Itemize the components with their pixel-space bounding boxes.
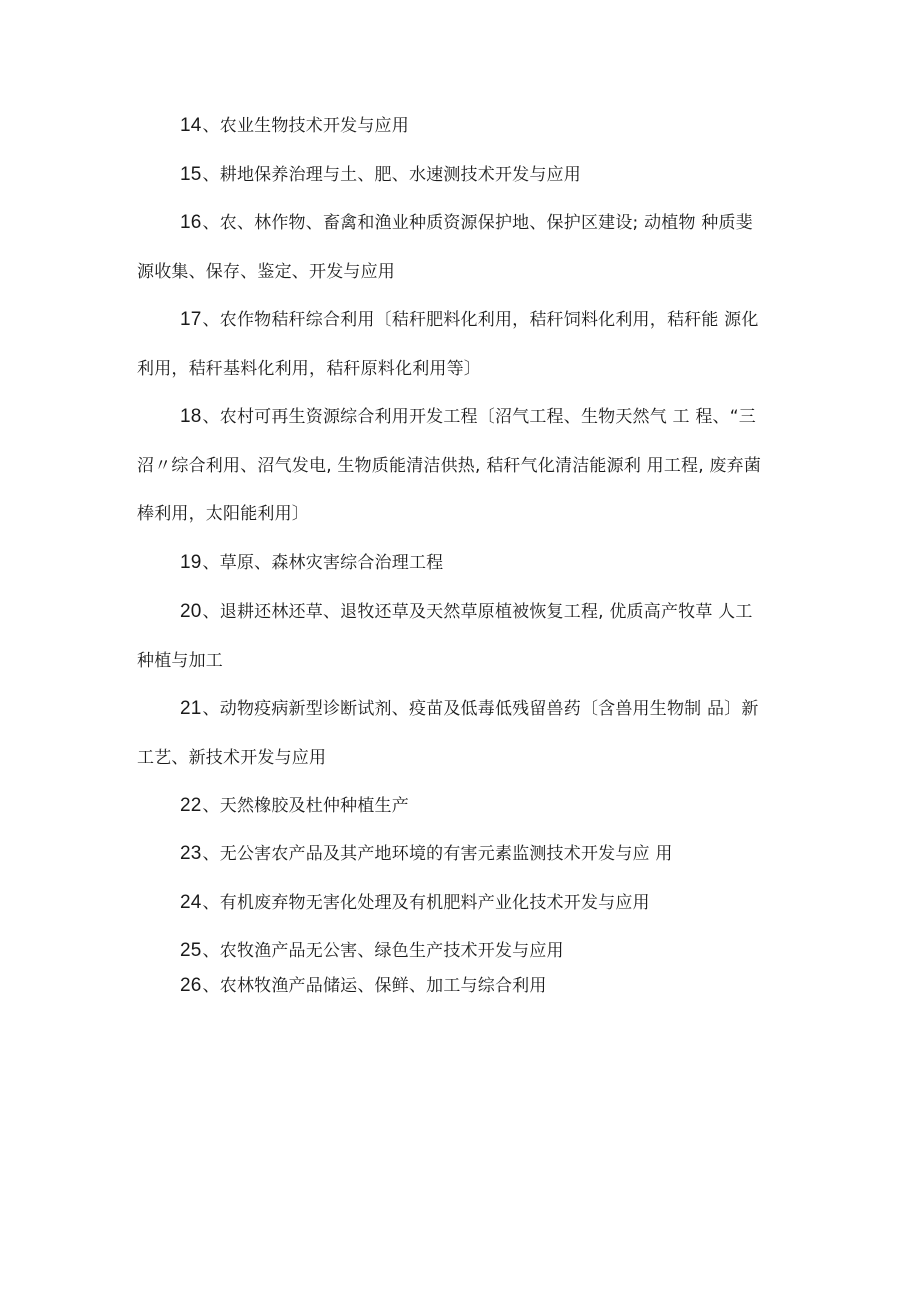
item-text: 、农、林作物、畜禽和渔业种质资源保护地、保护区建设; 动植物 种质斐 [202,213,753,233]
item-text: 、无公害农产品及其产地环境的有害元素监测技术开发与应 用 [202,844,673,864]
list-item-22 [137,782,798,831]
item-text: 、农村可再生资源综合利用开发工程〔沼气工程、生物天然气 工 程、“三 [202,407,756,427]
item-text: 、农作物秸秆综合利用〔秸秆肥料化利用，秸秆饲料化利用，秸秆能 源化 [202,310,759,330]
item-number: 16 [180,212,202,233]
item-number: 26 [180,975,202,996]
list-item-23 [137,830,798,879]
item-text: 、农牧渔产品无公害、绿色生产技术开发与应用 [202,941,564,961]
item-number: 24 [180,892,202,913]
item-number: 15 [180,164,202,185]
item-text-continued: 工艺、新技术开发与应用 [137,747,327,768]
item-number: 19 [180,552,202,573]
list-item-18 [137,393,798,539]
item-text: 、天然橡胶及杜仲种植生产 [202,796,409,816]
list-item-21 [137,685,798,782]
item-number: 23 [180,843,202,864]
list-item-24 [137,879,798,928]
item-text: 、动物疫病新型诊断试剂、疫苗及低毒低残留兽药〔含兽用生物制 品〕新 [202,699,759,719]
item-text: 、农林牧渔产品储运、保鲜、加工与综合利用 [202,976,547,996]
item-text: 、农业生物技术开发与应用 [202,116,409,136]
item-number: 14 [180,115,202,136]
item-text: 、有机废弃物无害化处理及有机肥料产业化技术开发与应用 [202,893,650,913]
item-number: 17 [180,309,202,330]
item-number: 18 [180,406,202,427]
item-text: 、耕地保养治理与土、肥、水速测技术开发与应用 [202,165,581,185]
list-item-14 [137,102,798,151]
item-text-continued: 沼〃综合利用、沼气发电, 生物质能清洁供热, 秸秆气化清洁能源利 用工程, 废弃菌 [137,455,762,476]
item-number: 20 [180,601,202,622]
item-number: 21 [180,698,202,719]
list-item-17 [137,296,798,393]
item-number: 25 [180,940,202,961]
list-item-26 [137,962,798,1011]
item-text: 、退耕还林还草、退牧还草及天然草原植被恢复工程, 优质高产牧草 人工 [202,602,753,622]
item-text-continued: 棒利用，太阳能利用〕 [137,504,309,524]
list-item-20 [137,588,798,685]
list-item-19 [137,539,798,588]
item-text-continued: 利用，秸秆基料化利用，秸秆原料化利用等〕 [137,358,481,379]
item-text-continued: 源收集、保存、鉴定、开发与应用 [137,261,395,282]
list-item-16 [137,199,798,296]
list-item-15 [137,151,798,200]
item-number: 22 [180,795,202,816]
item-text-continued: 种植与加工 [137,650,223,671]
item-text: 、草原、森林灾害综合治理工程 [202,553,444,573]
